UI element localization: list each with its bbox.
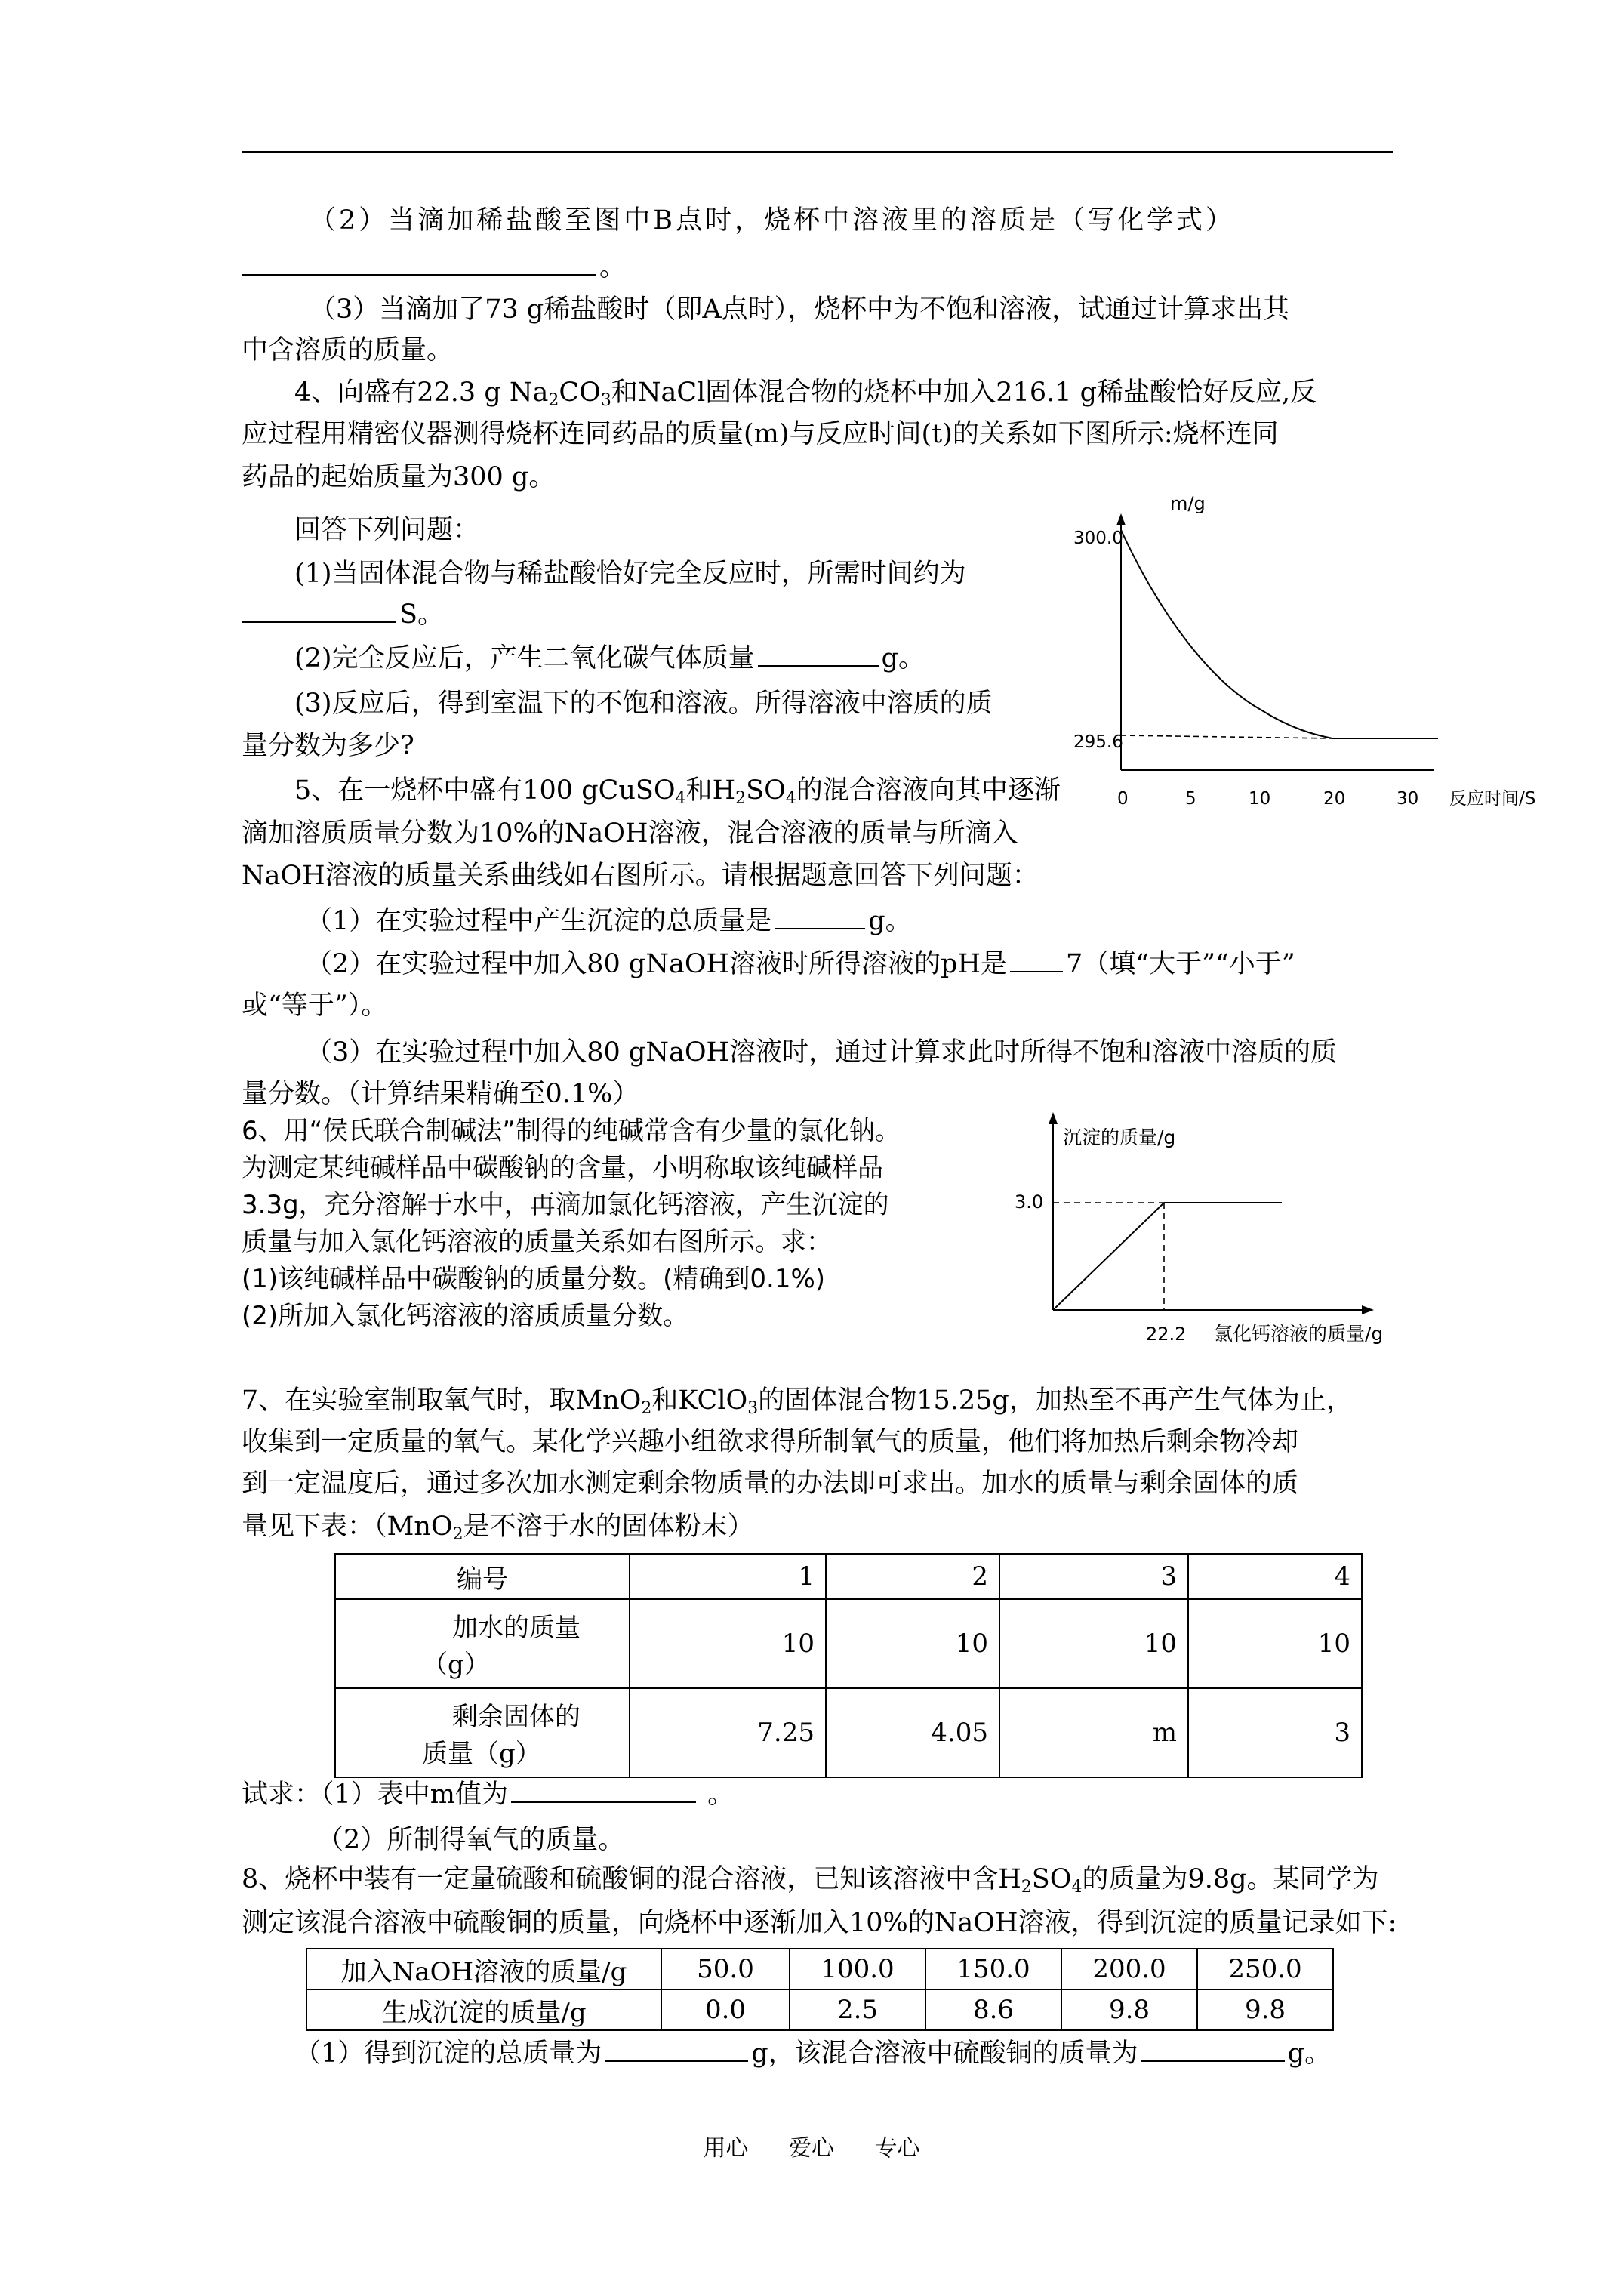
q5-sub3-line2: 量分数。（计算结果精确至0.1%） bbox=[242, 1079, 639, 1109]
answer-blank[interactable] bbox=[242, 599, 396, 623]
answer-blank[interactable] bbox=[775, 905, 865, 929]
table-cell: 50.0 bbox=[661, 1949, 790, 1989]
table-row bbox=[306, 1949, 1333, 1989]
q6-line4: 质量与加入氯化钙溶液的质量关系如右图所示。求： bbox=[242, 1227, 832, 1257]
table-cell: 2 bbox=[826, 1554, 999, 1599]
q4-sub1-line1: (1)当固体混合物与稀盐酸恰好完全反应时，所需时间约为 bbox=[294, 559, 966, 589]
q4-sub3-line2: 量分数为多少? bbox=[242, 731, 414, 761]
header-rule bbox=[242, 151, 1393, 153]
table-cell: 4 bbox=[1188, 1554, 1362, 1599]
table-cell: 0.0 bbox=[661, 1989, 790, 2030]
q3-part3-line1: （3）当滴加了73 g稀盐酸时（即A点时），烧杯中为不饱和溶液，试通过计算求出其 bbox=[310, 294, 1290, 325]
table-cell: 3 bbox=[999, 1554, 1188, 1599]
q5-sub1: （1）在实验过程中产生沉淀的总质量是 g。 bbox=[306, 906, 912, 936]
table-cell: 10 bbox=[826, 1599, 999, 1688]
table-cell: 10 bbox=[630, 1599, 826, 1688]
q5-sub3-line1: （3）在实验过程中加入80 gNaOH溶液时，通过计算求此时所得不饱和溶液中溶质的质 bbox=[306, 1037, 1338, 1068]
q3-part3-line2: 中含溶质的质量。 bbox=[242, 335, 454, 365]
table-cell: 1 bbox=[630, 1554, 826, 1599]
table-cell: 7.25 bbox=[630, 1688, 826, 1777]
precipitate-chart bbox=[1004, 1106, 1434, 1355]
dashed-level-line bbox=[1121, 735, 1332, 738]
q4-line1: 4、向盛有22.3 g $Na_2CO_3$和NaCl固体混合物的烧杯中加入216.1 g稀盐酸恰好反应,反 bbox=[294, 378, 1317, 410]
x-tick-10: 10 bbox=[1249, 789, 1271, 809]
q5-sub2: （2）在实验过程中加入80 gNaOH溶液时所得溶液的pH是 7（填“大于”“小于” bbox=[306, 949, 1295, 979]
answer-blank[interactable] bbox=[1010, 948, 1063, 972]
footer-word: 用心 bbox=[703, 2135, 749, 2162]
x-tick-0: 0 bbox=[1117, 789, 1129, 809]
q8-data-table bbox=[306, 1948, 1334, 2031]
q6-line6: (2)所加入氯化钙溶液的溶质质量分数。 bbox=[242, 1301, 689, 1331]
mass-time-chart bbox=[1027, 483, 1623, 838]
footer-word: 爱心 bbox=[789, 2135, 834, 2162]
q6-line2: 为测定某纯碱样品中碳酸钠的含量，小明称取该纯碱样品 bbox=[242, 1153, 883, 1183]
q8-line1: 8、烧杯中装有一定量硫酸和硫酸铜的混合溶液，已知该溶液中含$H_2SO_4$的质量为9.8g。某同学为 bbox=[242, 1864, 1379, 1897]
q5-line2: 滴加溶质质量分数为10%的NaOH溶液，混合溶液的质量与所滴入 bbox=[242, 818, 1018, 849]
table-cell: 9.8 bbox=[1061, 1989, 1197, 2030]
q8-sub1: （1）得到沉淀的总质量为 g，该混合溶液中硫酸铜的质量为 g。 bbox=[294, 2039, 1332, 2069]
q7-ask1: 试求：（1）表中m值为 。 bbox=[242, 1780, 735, 1810]
y-axis-arrow bbox=[1049, 1112, 1058, 1124]
q6-line3: 3.3g，充分溶解于水中，再滴加氯化钙溶液，产生沉淀的 bbox=[242, 1190, 889, 1220]
table-cell: 150.0 bbox=[925, 1949, 1061, 1989]
table-cell: 3 bbox=[1188, 1688, 1362, 1777]
table-cell: 4.05 bbox=[826, 1688, 999, 1777]
q4-sub1-line2: S。 bbox=[242, 598, 444, 631]
page-footer bbox=[0, 2129, 1623, 2162]
q4-sub3-line1: (3)反应后，得到室温下的不饱和溶液。所得溶液中溶质的质 bbox=[294, 689, 993, 719]
table-cell: 10 bbox=[999, 1599, 1188, 1688]
y-tick-300: 300.0 bbox=[1073, 529, 1123, 548]
x-axis-label: 氯化钙溶液的质量/g bbox=[1214, 1323, 1384, 1345]
table-row-label: 加入NaOH溶液的质量/g bbox=[306, 1949, 661, 1989]
mass-curve bbox=[1121, 530, 1332, 738]
q7-line1: 7、在实验室制取氧气时，取MnO$_2$和KClO$_3$的固体混合物15.25g，加热至不再产生气体为止， bbox=[242, 1385, 1353, 1418]
q7-line4: 量见下表：（MnO$_2$是不溶于水的固体粉末） bbox=[242, 1512, 754, 1544]
q7-line2: 收集到一定质量的氧气。某化学兴趣小组欲求得所制氧气的质量，他们将加热后剩余物冷却 bbox=[242, 1427, 1299, 1457]
answer-blank[interactable] bbox=[511, 1779, 696, 1803]
q4-line2: 应过程用精密仪器测得烧杯连同药品的质量(m)与反应时间(t)的关系如下图所示:烧杯连同 bbox=[242, 419, 1279, 449]
footer-word: 专心 bbox=[874, 2135, 920, 2162]
x-tick-30: 30 bbox=[1397, 789, 1419, 809]
y-axis-label: 沉淀的质量/g bbox=[1063, 1126, 1176, 1148]
q7-ask2: （2）所制得氧气的质量。 bbox=[317, 1825, 625, 1855]
table-header-label: 编号 bbox=[335, 1554, 630, 1599]
table-cell: 10 bbox=[1188, 1599, 1362, 1688]
table-cell: m bbox=[999, 1688, 1188, 1777]
answer-blank[interactable] bbox=[242, 251, 596, 276]
q3-part2: （2）当滴加稀盐酸至图中B点时，烧杯中溶液里的溶质是（写化学式） bbox=[310, 205, 1235, 236]
q5-line3: NaOH溶液的质量关系曲线如右图所示。请根据题意回答下列问题： bbox=[242, 861, 1039, 891]
q4-answer-intro: 回答下列问题： bbox=[294, 515, 480, 545]
table-cell: 100.0 bbox=[790, 1949, 925, 1989]
table-row bbox=[335, 1554, 1362, 1599]
q6-line1: 6、用“侯氏联合制碱法”制得的纯碱常含有少量的氯化钠。 bbox=[242, 1116, 901, 1146]
x-axis-label: 反应时间/S bbox=[1449, 789, 1536, 809]
q4-sub2: (2)完全反应后，产生二氧化碳气体质量 g。 bbox=[294, 643, 925, 673]
table-row-label: 生成沉淀的质量/g bbox=[306, 1989, 661, 2030]
q7-data-table bbox=[334, 1553, 1363, 1778]
precipitate-line bbox=[1053, 1203, 1164, 1310]
table-cell: 250.0 bbox=[1197, 1949, 1333, 1989]
x-axis-arrow bbox=[1362, 1305, 1374, 1314]
q4-line3: 药品的起始质量为300 g。 bbox=[242, 462, 556, 492]
table-cell: 200.0 bbox=[1061, 1949, 1197, 1989]
y-axis-label: m/g bbox=[1170, 493, 1206, 514]
q3-part2-answer: 。 bbox=[242, 251, 626, 284]
y-value: 3.0 bbox=[1015, 1191, 1044, 1213]
q5-sub2-line2: 或“等于”）。 bbox=[242, 991, 388, 1021]
q7-line3: 到一定温度后，通过多次加水测定剩余物质量的办法即可求出。加水的质量与剩余固体的质 bbox=[242, 1469, 1299, 1499]
answer-blank[interactable] bbox=[605, 2038, 748, 2062]
q6-line5: (1)该纯碱样品中碳酸钠的质量分数。(精确到0.1%) bbox=[242, 1264, 826, 1294]
q5-line1: 5、在一烧杯中盛有100 gCuSO$_4$和$H_2SO_4$的混合溶液向其中逐渐 bbox=[294, 775, 1061, 808]
q8-line2: 测定该混合溶液中硫酸铜的质量，向烧杯中逐渐加入10%的NaOH溶液，得到沉淀的质量记录如下: bbox=[242, 1908, 1397, 1938]
y-axis-arrow bbox=[1116, 513, 1126, 525]
table-row bbox=[306, 1989, 1333, 2030]
table-cell: 8.6 bbox=[925, 1989, 1061, 2030]
x-tick-5: 5 bbox=[1185, 789, 1196, 809]
table-row-label: 加水的质量 （g） bbox=[335, 1599, 630, 1688]
table-row bbox=[335, 1688, 1362, 1777]
x-value: 22.2 bbox=[1146, 1324, 1187, 1345]
answer-blank[interactable] bbox=[758, 643, 879, 667]
table-row-label: 剩余固体的 质量（g） bbox=[335, 1688, 630, 1777]
y-tick-295: 295.6 bbox=[1073, 732, 1123, 752]
table-cell: 9.8 bbox=[1197, 1989, 1333, 2030]
answer-blank[interactable] bbox=[1141, 2038, 1285, 2062]
x-tick-20: 20 bbox=[1323, 789, 1346, 809]
table-row bbox=[335, 1599, 1362, 1688]
table-cell: 2.5 bbox=[790, 1989, 925, 2030]
